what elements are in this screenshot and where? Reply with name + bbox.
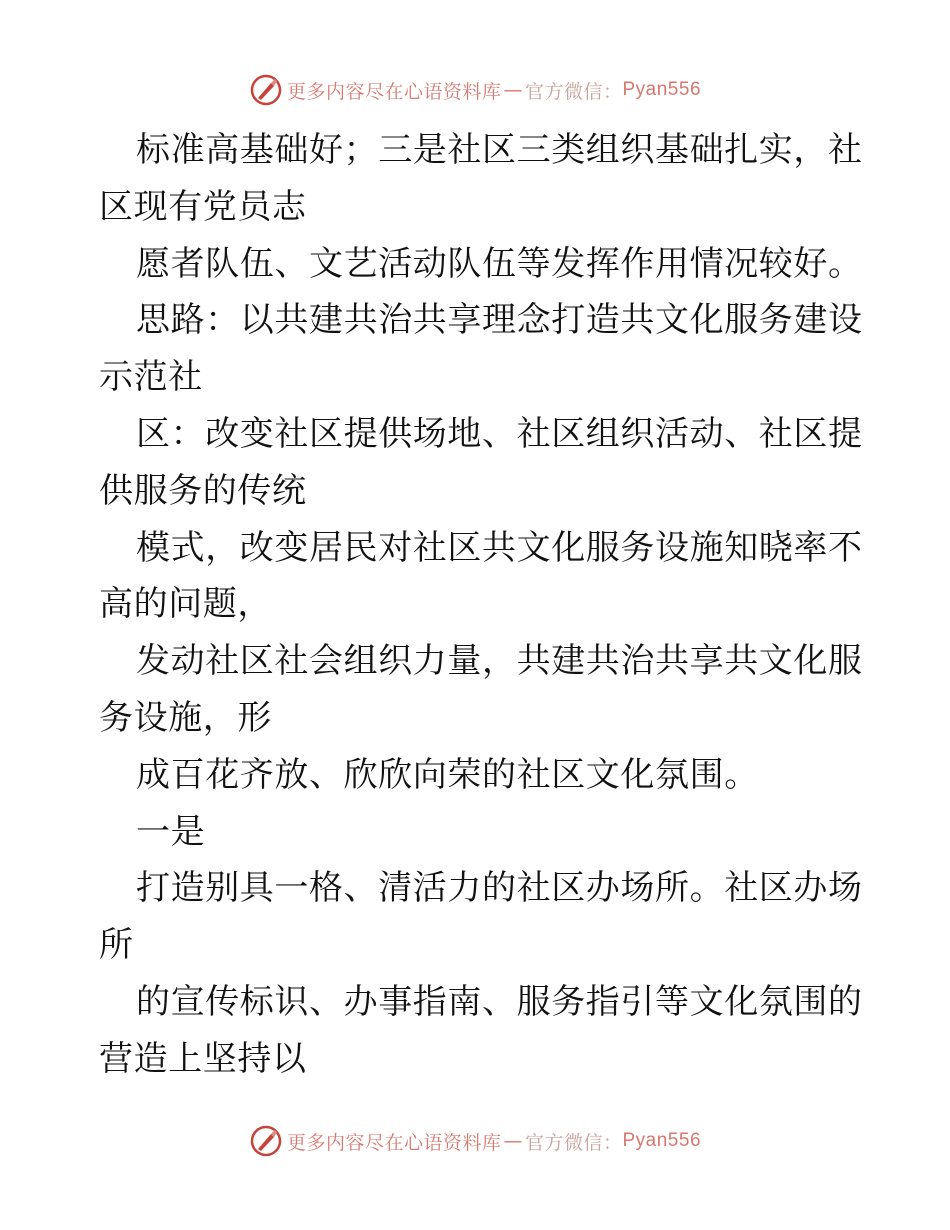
header-watermark: [0, 70, 950, 110]
pen-logo-icon: [249, 1124, 283, 1158]
footer-watermark: [0, 1121, 950, 1161]
text-line: 打造别具一格、清活力的社区办场所。社区办场: [136, 868, 863, 909]
text-line: 高的问题，: [99, 584, 272, 625]
text-line: 区现有党员志: [99, 186, 307, 227]
text-line: 务设施，形: [99, 697, 272, 738]
watermark-sub-text: 官方微信：: [524, 1131, 623, 1154]
watermark-sub-text: 官方微信：: [524, 80, 623, 103]
text-line: 模式，改变居民对社区共文化服务设施知晓率不: [136, 527, 863, 568]
text-line: 所: [99, 925, 134, 966]
text-line: 发动社区社会组织力量，共建共治共享共文化服: [136, 641, 863, 682]
text-line: 一是: [136, 811, 206, 852]
document-body: [99, 122, 863, 1088]
watermark-dash: —: [503, 1130, 523, 1152]
watermark-dash: —: [503, 79, 523, 101]
text-line: 区：改变社区提供场地、社区组织活动、社区提: [136, 413, 863, 454]
text-line: 供服务的传统: [99, 470, 307, 511]
text-line: 成百花齐放、欣欣向荣的社区文化氛围。: [136, 754, 759, 795]
text-line: 的宣传标识、办事指南、服务指引等文化氛围的: [136, 981, 863, 1022]
text-line: 愿者队伍、文艺活动队伍等发挥作用情况较好。: [136, 243, 863, 284]
text-line: 思路：以共建共治共享理念打造共文化服务建设: [136, 300, 863, 341]
pen-logo-icon: [249, 73, 283, 107]
watermark-id: Pyan556: [622, 79, 702, 100]
text-line: 示范社: [99, 357, 203, 398]
watermark-main-text: 更多内容尽在心语资料库: [286, 1131, 502, 1154]
text-line: 标准高基础好；三是社区三类组织基础扎实，社: [136, 130, 863, 170]
text-line: 营造上坚持以: [99, 1038, 307, 1079]
watermark-main-text: 更多内容尽在心语资料库: [286, 80, 502, 103]
watermark-id: Pyan556: [622, 1130, 702, 1151]
